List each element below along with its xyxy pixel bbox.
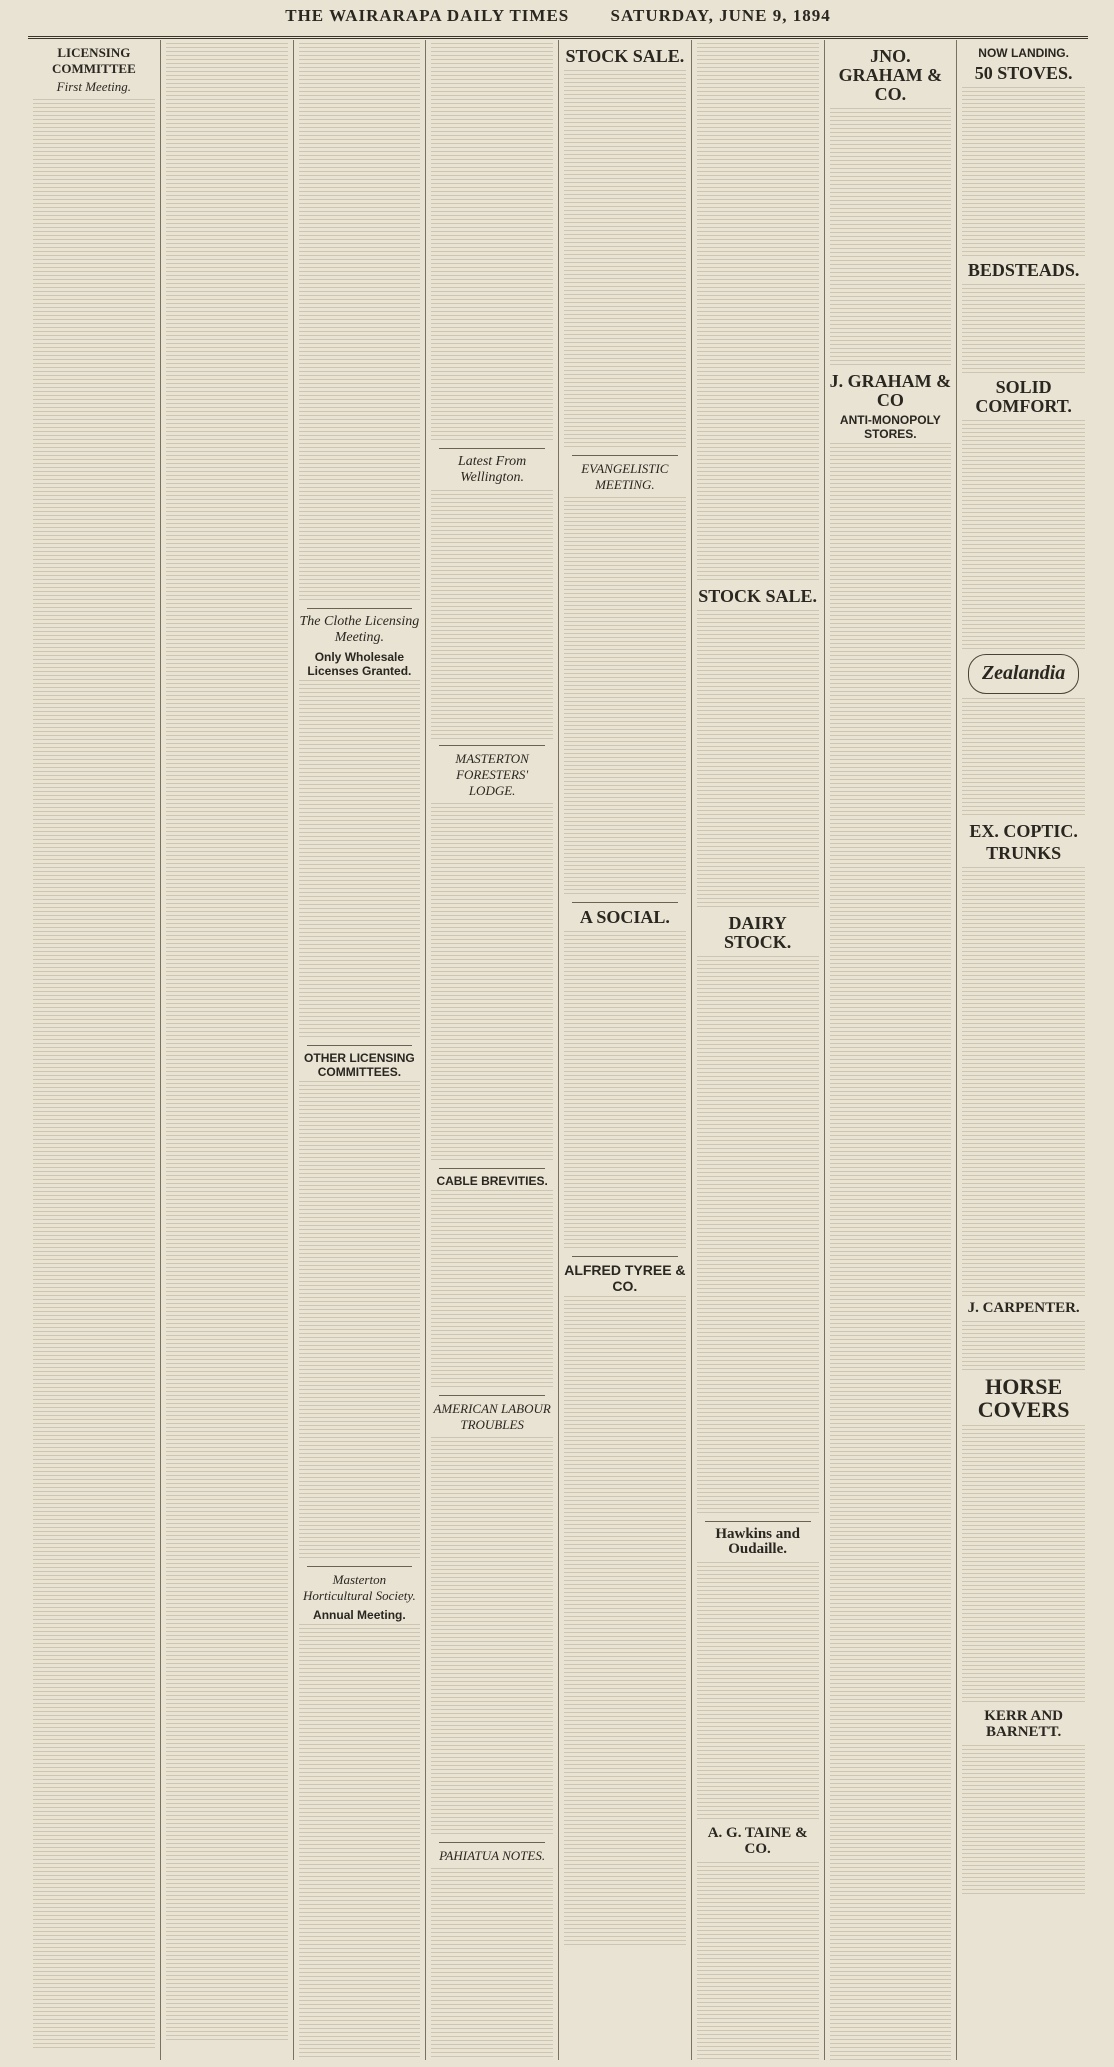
column-5 <box>559 40 692 2060</box>
article-subheading: Only Wholesale Licenses Granted. <box>307 650 412 678</box>
article-body <box>431 43 553 443</box>
article-body <box>299 1081 421 1561</box>
article-body <box>431 490 553 740</box>
advert-body <box>697 1862 819 2060</box>
advert-body <box>962 87 1085 257</box>
column-7 <box>825 40 958 2060</box>
advert-body <box>697 1562 819 1822</box>
article-heading: AMERICAN LABOUR TROUBLES <box>433 1401 551 1432</box>
advert-body <box>962 284 1085 374</box>
advert-body <box>697 956 819 1516</box>
column-6 <box>692 40 825 2060</box>
columns <box>28 40 1090 2060</box>
licensing-committee-heading: LICENSING COMMITTEE <box>51 45 136 76</box>
advert-heading: Hawkins and Oudaille. <box>715 1525 800 1558</box>
advert-heading: KERR AND BARNETT. <box>984 1708 1063 1741</box>
article-body <box>33 99 155 2049</box>
advert-heading: EX. COPTIC. <box>969 820 1078 841</box>
advert-heading: HORSE COVERS <box>977 1374 1070 1423</box>
advert-heading: SOLID COMFORT. <box>975 376 1072 416</box>
article-body <box>299 43 421 603</box>
divider <box>439 1842 545 1843</box>
masthead <box>28 6 1088 39</box>
advert-body <box>962 867 1085 1297</box>
advert-heading: J. CARPENTER. <box>967 1300 1080 1317</box>
advert-body <box>564 497 686 897</box>
column-4 <box>426 40 559 2060</box>
advert-body <box>962 1425 1085 1705</box>
article-heading: OTHER LICENSING COMMITTEES. <box>304 1051 415 1079</box>
advert-heading: J. GRAHAM & CO <box>829 370 952 410</box>
advert-body <box>962 1745 1085 1895</box>
article-heading: Masterton Horticultural Society. <box>303 1572 416 1603</box>
article-body <box>299 680 421 1040</box>
advert-body <box>564 931 686 1251</box>
divider <box>572 455 678 456</box>
article-body <box>431 1868 553 2060</box>
advert-heading: NOW LANDING. <box>978 46 1069 60</box>
masthead-date: SATURDAY, JUNE 9, 1894 <box>610 6 831 25</box>
article-heading: The Clothe Licensing Meeting. <box>299 614 420 645</box>
article-body <box>431 1190 553 1390</box>
advert-heading: ALFRED TYREE & CO. <box>564 1261 686 1294</box>
first-meeting-subheading: First Meeting. <box>56 79 132 94</box>
divider <box>439 745 545 746</box>
divider <box>439 448 545 449</box>
article-heading: CABLE BREVITIES. <box>436 1174 548 1188</box>
advert-heading: BEDSTEADS. <box>967 259 1080 280</box>
article-body <box>431 803 553 1163</box>
advert-body <box>564 1296 686 1946</box>
advert-body <box>830 108 952 368</box>
advert-heading: JNO. GRAHAM & CO. <box>838 46 943 104</box>
article-body <box>299 1624 421 2060</box>
column-8 <box>957 40 1090 2060</box>
advert-body <box>962 1321 1085 1371</box>
advert-heading: A SOCIAL. <box>579 906 670 927</box>
advert-heading: TRUNKS <box>986 843 1062 864</box>
article-heading: Latest From Wellington. <box>457 454 527 485</box>
column-2 <box>161 40 294 2060</box>
masthead-title: THE WAIRARAPA DAILY TIMES <box>285 6 570 25</box>
article-heading: MASTERTON FORESTERS' LODGE. <box>455 751 529 798</box>
divider <box>572 1256 678 1257</box>
divider <box>439 1168 545 1169</box>
advert-heading: STOCK SALE. <box>565 46 685 66</box>
advert-body <box>564 70 686 450</box>
advert-heading: A. G. TAINE & CO. <box>707 1825 808 1857</box>
advert-subheading: ANTI-MONOPOLY STORES. <box>839 413 941 442</box>
article-body <box>431 1437 553 1837</box>
divider <box>439 1395 545 1396</box>
divider <box>307 608 413 609</box>
article-subheading: Annual Meeting. <box>313 1608 406 1622</box>
divider <box>572 902 678 903</box>
article-heading: PAHIATUA NOTES. <box>439 1848 546 1863</box>
advert-body <box>697 43 819 583</box>
advert-body <box>697 610 819 910</box>
advert-body <box>830 443 952 2060</box>
advert-heading: DAIRY STOCK. <box>724 912 792 952</box>
column-3 <box>294 40 427 2060</box>
zealandia-logo: Zealandia <box>968 654 1079 694</box>
divider <box>307 1566 413 1567</box>
column-1 <box>28 40 161 2060</box>
divider <box>705 1521 811 1522</box>
advert-body <box>962 420 1085 650</box>
article-body <box>166 43 288 2043</box>
advert-body <box>962 698 1085 818</box>
divider <box>307 1045 413 1046</box>
advert-heading: 50 STOVES. <box>974 63 1073 83</box>
advert-heading: STOCK SALE. <box>698 586 817 606</box>
advert-heading: EVANGELISTIC MEETING. <box>581 460 669 492</box>
